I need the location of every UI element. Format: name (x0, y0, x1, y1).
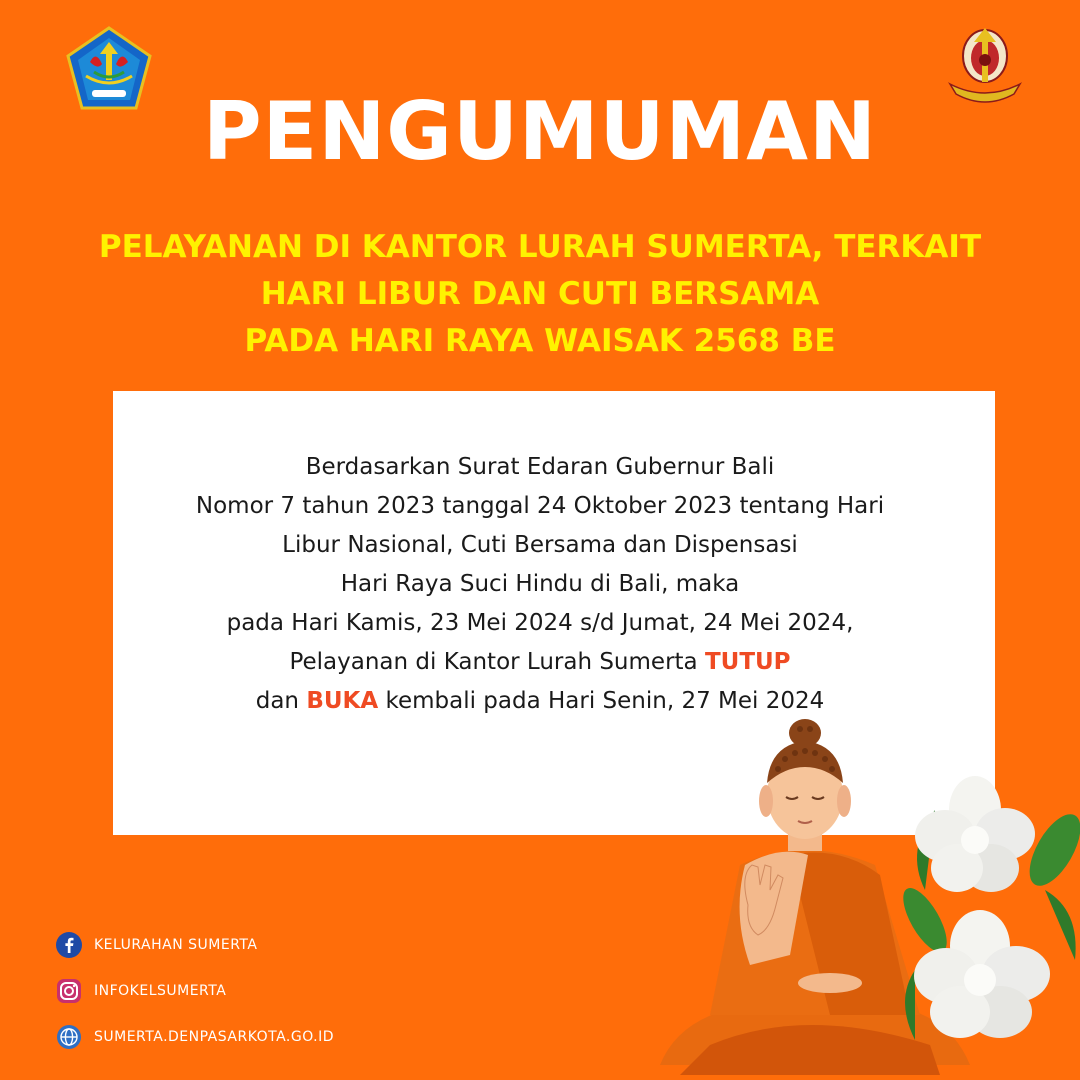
facebook-link[interactable] (56, 931, 257, 959)
instagram-label: INFOKELSUMERTA (94, 983, 227, 999)
website-label: SUMERTA.DENPASARKOTA.GO.ID (94, 1029, 335, 1045)
subtitle-line: PADA HARI RAYA WAISAK 2568 BE (244, 323, 836, 359)
open-highlight: BUKA (306, 688, 379, 714)
subtitle-line: PELAYANAN DI KANTOR LURAH SUMERTA, TERKAIT (98, 229, 982, 265)
notice-line: pada Hari Kamis, 23 Mei 2024 s/d Jumat, 24 Mei 2024, (226, 610, 854, 636)
subtitle-line: HARI LIBUR DAN CUTI BERSAMA (260, 276, 820, 312)
instagram-link[interactable] (56, 977, 226, 1005)
notice-line: Nomor 7 tahun 2023 tanggal 24 Oktober 2023 tentang Hari (195, 493, 885, 519)
notice-line: Hari Raya Suci Hindu di Bali, maka (340, 571, 740, 597)
notice-text-fragment: dan (255, 688, 307, 714)
notice-text (0, 448, 1080, 721)
notice-line: Libur Nasional, Cuti Bersama dan Dispensasi (282, 532, 798, 558)
facebook-label: KELURAHAN SUMERTA (94, 937, 258, 953)
notice-text-fragment: Pelayanan di Kantor Lurah Sumerta (289, 649, 705, 675)
announcement-subtitle (60, 224, 1020, 365)
closed-highlight: TUTUP (704, 649, 791, 675)
instagram-icon (56, 978, 82, 1004)
gardenia-flowers (895, 770, 1080, 1080)
globe-icon (56, 1024, 82, 1050)
notice-text-fragment: kembali pada Hari Senin, 27 Mei 2024 (378, 688, 825, 714)
facebook-icon (56, 932, 82, 958)
page-title: PENGUMUMAN (203, 85, 877, 178)
website-link[interactable] (56, 1023, 334, 1051)
notice-line: Berdasarkan Surat Edaran Gubernur Bali (305, 454, 775, 480)
notice-line (0, 643, 1080, 682)
